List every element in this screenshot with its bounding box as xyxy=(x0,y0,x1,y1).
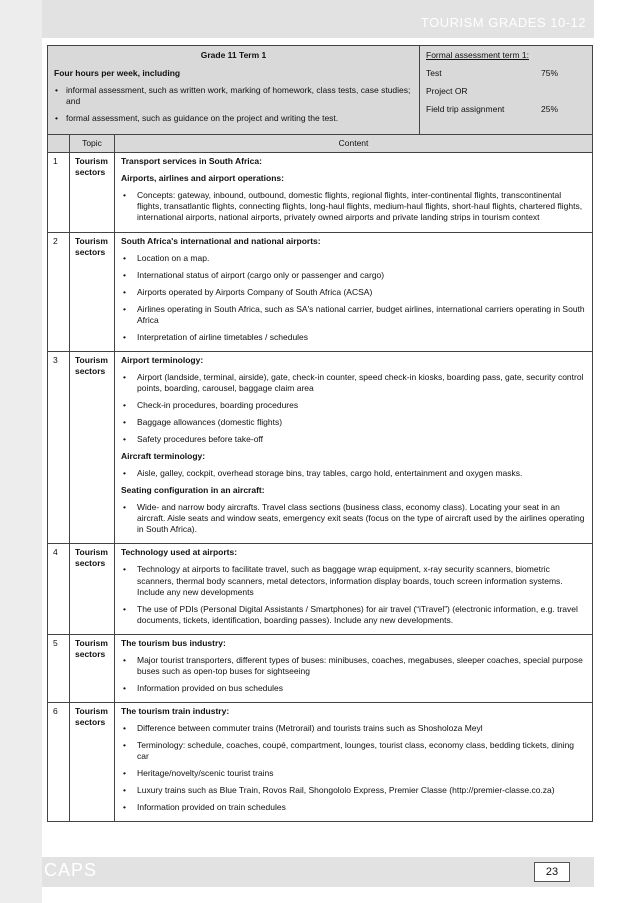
content-heading: South Africa's international and national airports: xyxy=(121,235,321,246)
row-content xyxy=(115,544,593,634)
list-item: • Concepts: gateway, inbound, outbound, domestic flights, regional flights, inter-continental flights, transcontinental flights, transatlantic flights, connecting flights, long-haul flights, medium-haul flights, short-haul flights, chartered flights, international airports, national airports, privately owned airports and private landing strips in tourism context xyxy=(121,190,586,223)
list-item: • Technology at airports to facilitate travel, such as baggage wrap equipment, x-ray security scanners, biometric scanners, thermal body scanners, metal detectors, information display boards, touch screen information systems. Include any new developments xyxy=(121,564,586,597)
table-row xyxy=(48,634,593,702)
assessment-label: Project OR xyxy=(426,86,468,97)
list-item: • Safety procedures before take-off xyxy=(121,434,586,445)
row-topic: Tourism sectors xyxy=(70,634,115,702)
content-heading: Technology used at airports: xyxy=(121,547,238,558)
intro-row xyxy=(48,46,593,135)
assessment-row xyxy=(426,68,586,79)
intro-bullet: • formal assessment, such as guidance on the project and writing the test. xyxy=(54,113,413,124)
formal-assessment-cell xyxy=(420,46,593,135)
content-heading: Seating configuration in an aircraft: xyxy=(121,485,265,496)
list-item: • International status of airport (cargo only or passenger and cargo) xyxy=(121,270,586,281)
list-item: • Airports operated by Airports Company of South Africa (ACSA) xyxy=(121,287,586,298)
content-list xyxy=(121,655,586,694)
content-list xyxy=(121,723,586,813)
list-item: • Interpretation of airline timetables / schedules xyxy=(121,332,586,343)
left-margin-strip xyxy=(0,0,42,903)
content-heading: Airports, airlines and airport operations: xyxy=(121,173,284,184)
table-row xyxy=(48,544,593,634)
list-item: • Baggage allowances (domestic flights) xyxy=(121,417,586,428)
list-item: • Information provided on train schedules xyxy=(121,802,586,813)
content-heading: The tourism train industry: xyxy=(121,705,230,716)
content-list xyxy=(121,564,586,625)
row-content xyxy=(115,232,593,351)
assessment-label: Test xyxy=(426,68,442,79)
hours-text: Four hours per week, including xyxy=(54,68,181,79)
row-content xyxy=(115,634,593,702)
page-number: 23 xyxy=(534,862,570,882)
column-header-row xyxy=(48,135,593,153)
term-title: Grade 11 Term 1 xyxy=(200,50,267,60)
footer-label: CAPS xyxy=(44,860,98,880)
content-list xyxy=(121,372,586,445)
formal-assessment-title: Formal assessment term 1: xyxy=(426,50,529,60)
num-column-header xyxy=(48,135,70,153)
list-item: • Information provided on bus schedules xyxy=(121,683,586,694)
list-item: • Aisle, galley, cockpit, overhead storage bins, tray tables, cargo hold, entertainment and oxygen masks. xyxy=(121,468,586,479)
row-topic: Tourism sectors xyxy=(70,351,115,544)
intro-cell xyxy=(48,46,420,135)
intro-bullet: • informal assessment, such as written work, marking of homework, class tests, case studies; and xyxy=(54,85,413,107)
list-item: • Difference between commuter trains (Metrorail) and tourists trains such as Shosholoza Meyl xyxy=(121,723,586,734)
row-content xyxy=(115,153,593,232)
list-item: • Terminology: schedule, coaches, coupé, compartment, lounges, tourist class, economy class, bedding tickets, dining car xyxy=(121,740,586,762)
row-number: 5 xyxy=(48,634,70,702)
curriculum-table xyxy=(47,45,593,822)
content-heading: The tourism bus industry: xyxy=(121,637,226,648)
assessment-row xyxy=(426,86,586,97)
row-content xyxy=(115,702,593,821)
list-item: • Location on a map. xyxy=(121,253,586,264)
topic-column-header: Topic xyxy=(70,135,115,153)
list-item: • The use of PDIs (Personal Digital Assistants / Smartphones) for air travel (“iTravel”) (electronic information, e.g. travel documents, tickets, identification, boarding passes). Include any new developments. xyxy=(121,604,586,626)
list-item: • Wide- and narrow body aircrafts. Travel class sections (business class, economy class). Locating your seat in an aircraft. Aisle seats and window seats, emergency exit seats (focus on the type of aircraft used by the airlines operating in South Africa). xyxy=(121,502,586,535)
list-item: • Check-in procedures, boarding procedures xyxy=(121,400,586,411)
content-list xyxy=(121,253,586,343)
table-row xyxy=(48,351,593,544)
row-number: 2 xyxy=(48,232,70,351)
assessment-value: 75% xyxy=(540,68,558,79)
row-topic: Tourism sectors xyxy=(70,702,115,821)
assessment-label: Field trip assignment xyxy=(426,104,505,115)
content-list xyxy=(121,468,586,479)
row-topic: Tourism sectors xyxy=(70,153,115,232)
row-topic: Tourism sectors xyxy=(70,544,115,634)
table-row xyxy=(48,702,593,821)
content-list xyxy=(121,190,586,223)
table-row xyxy=(48,232,593,351)
content-heading: Airport terminology: xyxy=(121,354,204,365)
row-number: 1 xyxy=(48,153,70,232)
content-heading: Transport services in South Africa: xyxy=(121,156,262,167)
row-number: 4 xyxy=(48,544,70,634)
content-heading: Aircraft terminology: xyxy=(121,451,206,462)
list-item: • Luxury trains such as Blue Train, Rovos Rail, Shongololo Express, Premier Classe (http://premier-classe.co.za) xyxy=(121,785,586,796)
assessment-value: 25% xyxy=(540,104,558,115)
running-header: TOURISM GRADES 10-12 xyxy=(420,15,586,30)
row-content xyxy=(115,351,593,544)
intro-bullets xyxy=(54,85,413,124)
content-column-header: Content xyxy=(115,135,593,153)
content-list xyxy=(121,502,586,535)
list-item: • Major tourist transporters, different types of buses: minibuses, coaches, megabuses, sleeper coaches, special purpose buses such as open-top buses for sightseeing xyxy=(121,655,586,677)
assessment-row xyxy=(426,104,586,115)
list-item: • Airport (landside, terminal, airside), gate, check-in counter, speed check-in kiosks, boarding pass, gate, security control points, boarding, carousel, baggage claim area xyxy=(121,372,586,394)
row-number: 6 xyxy=(48,702,70,821)
row-number: 3 xyxy=(48,351,70,544)
row-topic: Tourism sectors xyxy=(70,232,115,351)
list-item: • Airlines operating in South Africa, such as SA's national carrier, budget airlines, international carriers operating in South Africa xyxy=(121,304,586,326)
list-item: • Heritage/novelty/scenic tourist trains xyxy=(121,768,586,779)
footer-band xyxy=(42,857,594,887)
table-row xyxy=(48,153,593,232)
